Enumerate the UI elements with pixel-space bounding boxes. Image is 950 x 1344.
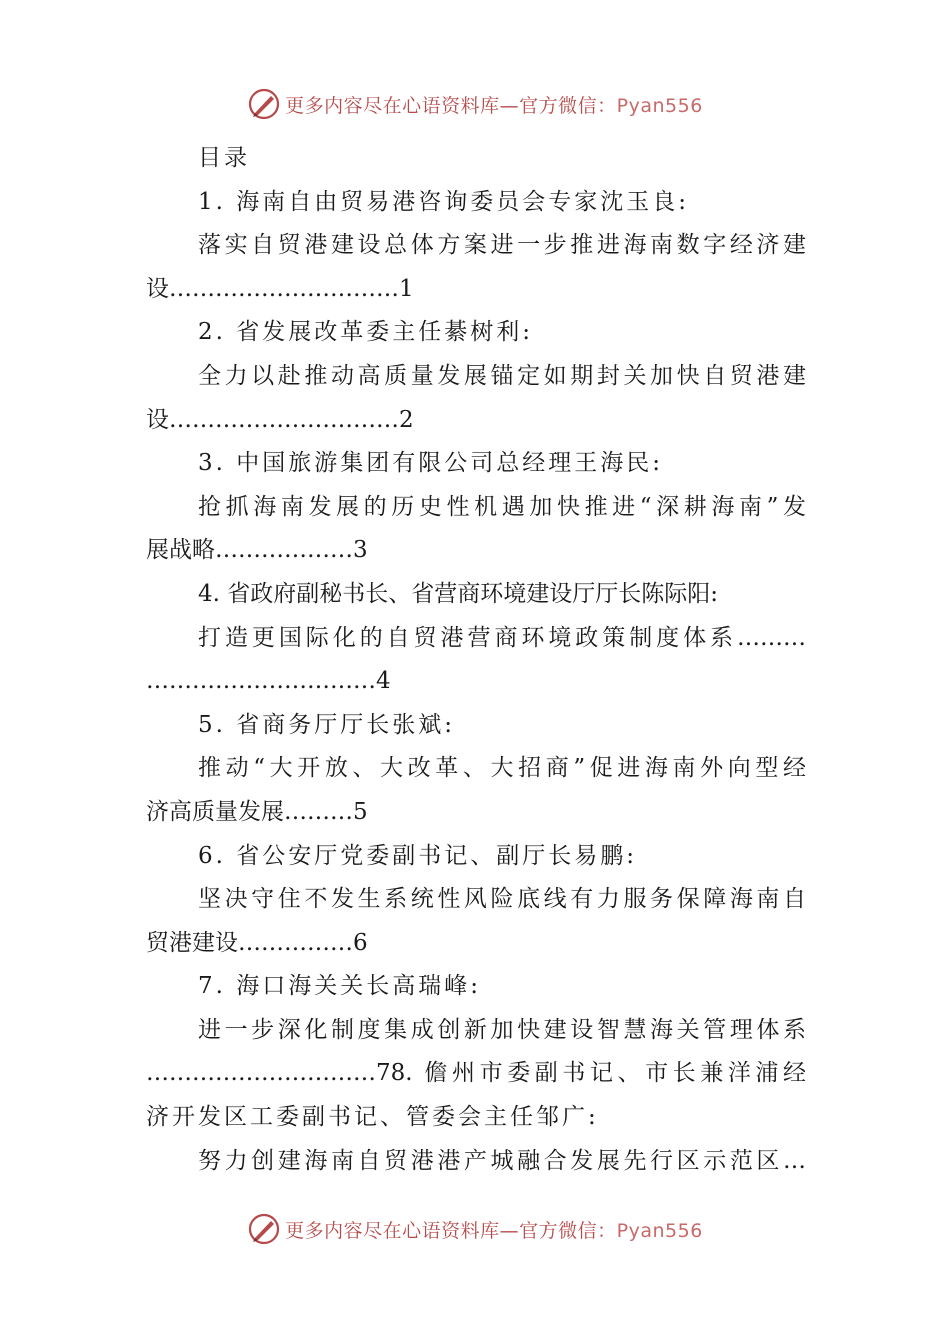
toc-item-text: 进一步深化制度集成创新加快建设智慧海关管理体系: [198, 1016, 806, 1043]
footer-wechat-id: Pyan556: [616, 1219, 703, 1242]
header-banner: [0, 84, 950, 124]
toc-item-text: 推动“大开放、大改革、大招商”促进海南外向型经: [198, 755, 806, 782]
toc-item-page: 济高质量发展………5: [146, 798, 368, 825]
toc-item-title: 7. 海口海关关长高瑞峰:: [198, 973, 482, 1000]
toc-item-page: …………………………78. 儋州市委副书记、市长兼洋浦经: [146, 1060, 806, 1087]
toc-item-page: 设…………………………2: [146, 406, 414, 433]
toc-item-title: 2. 省发展改革委主任綦树利:: [198, 319, 534, 346]
toc-item-page: 设…………………………1: [146, 275, 414, 302]
toc-item-title: 3. 中国旅游集团有限公司总经理王海民:: [198, 450, 664, 477]
toc-item-text: 努力创建海南自贸港港产城融合发展先行区示范区…: [198, 1147, 806, 1174]
toc-item-text: 打造更国际化的自贸港营商环境政策制度体系………: [198, 624, 806, 651]
header-banner-text: 更多内容尽在心语资料库—官方微信：Pyan556: [285, 94, 703, 117]
toc-item-title: 4. 省政府副秘书长、省营商环境建设厅厅长陈际阳:: [198, 580, 719, 607]
header-wechat-id: Pyan556: [616, 94, 703, 117]
toc-item-page: 展战略………………3: [146, 537, 368, 564]
footer-banner: [0, 1209, 950, 1249]
pen-seal-logo-icon: [247, 87, 281, 121]
toc-item-title: 济开发区工委副书记、管委会主任邹广:: [146, 1104, 599, 1131]
toc-item-title: 6. 省公安厅党委副书记、副厅长易鹏:: [198, 842, 638, 869]
toc-item-page: …………………………4: [146, 668, 391, 695]
toc-item-text: 落实自贸港建设总体方案进一步推进海南数字经济建: [198, 232, 806, 259]
toc-item-text: 全力以赴推动高质量发展锚定如期封关加快自贸港建: [198, 362, 806, 389]
toc-item-page: 贸港建设……………6: [146, 929, 368, 956]
toc-content: [146, 137, 806, 1183]
toc-item-title: 1. 海南自由贸易港咨询委员会专家沈玉良:: [198, 188, 690, 215]
pen-seal-logo-icon: [247, 1212, 281, 1246]
toc-item-text: 抢抓海南发展的历史性机遇加快推进“深耕海南”发: [198, 493, 806, 520]
toc-item-text: 坚决守住不发生系统性风险底线有力服务保障海南自: [198, 886, 806, 913]
footer-banner-text: 更多内容尽在心语资料库—官方微信：Pyan556: [285, 1219, 703, 1242]
toc-item-title: 5. 省商务厅厅长张斌:: [198, 711, 456, 738]
toc-heading: 目录: [198, 145, 250, 171]
